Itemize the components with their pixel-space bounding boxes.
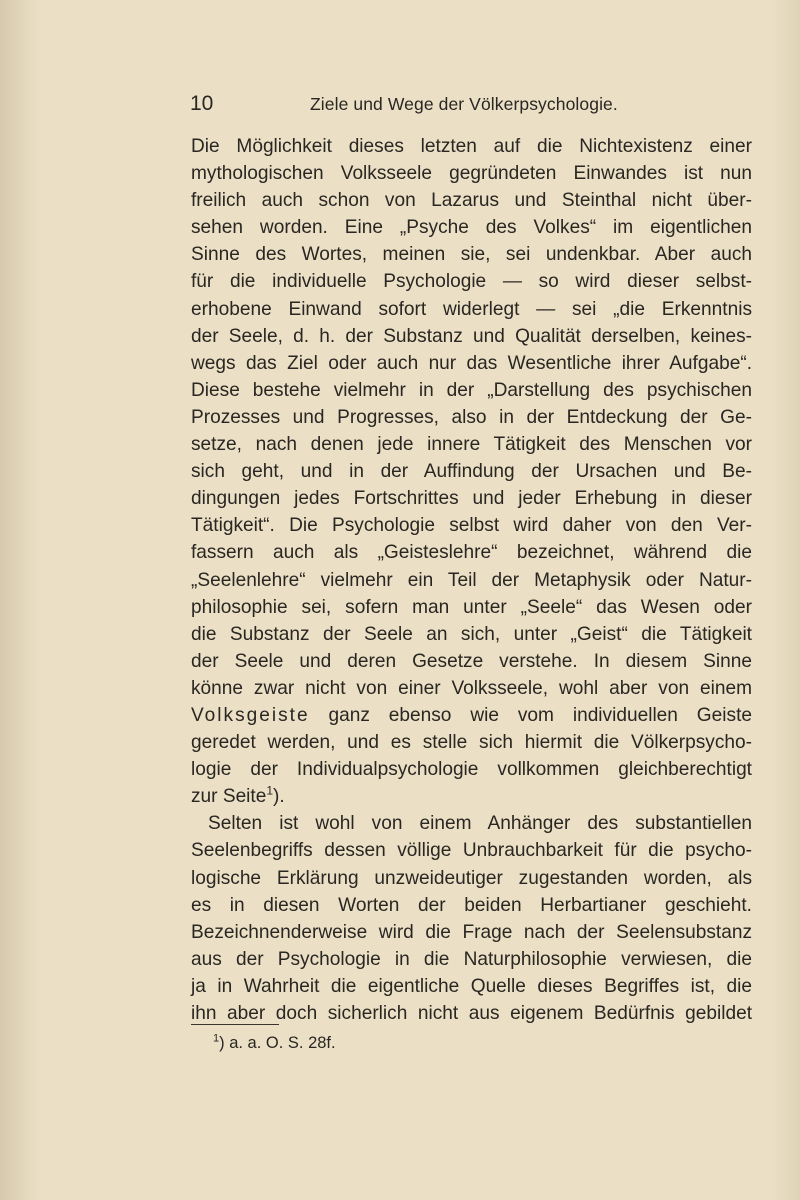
text-line: mythologischen Volksseele gegründeten Einwandes ist nun [191,163,752,185]
text-line: fassern auch als „Geisteslehre“ bezeichnet, während die [191,542,752,564]
text-line: Selten ist wohl von einem Anhänger des substantiellen [208,813,752,835]
text-line: freilich auch schon von Lazarus und Steinthal nicht über- [191,190,752,212]
text-line: es in diesen Worten der beiden Herbartianer geschieht. [191,894,752,916]
text-line: Tätigkeit“. Die Psychologie selbst wird daher von den Ver- [191,515,752,537]
footnote [213,1034,336,1053]
text-line: der Seele, d. h. der Substanz und Qualität derselben, keines- [191,325,752,347]
text-line: sich geht, und in der Auffindung der Ursachen und Be- [191,461,752,483]
emphasized-word: Volksgeiste [191,704,310,726]
text-line: Die Möglichkeit dieses letzten auf die Nichtexistenz einer [191,136,752,157]
text-line: logische Erklärung unzweideutiger zugestanden worden, als [191,867,752,889]
text-line: erhobene Einwand sofort widerlegt — sei „die Erkenntnis [191,298,752,320]
page-number: 10 [190,92,214,115]
text-line: Seelenbegriffs dessen völlige Unbrauchbarkeit für die psycho- [191,840,752,862]
text-line: Prozesses und Progresses, also in der Entdeckung der Ge- [191,406,752,428]
text-line: Diese bestehe vielmehr in der „Darstellung des psychischen [191,379,752,401]
text-line: wegs das Ziel oder auch nur das Wesentliche ihrer Aufgabe“. [191,352,752,374]
body-text [191,133,752,1027]
text-line-main: zur Seite [191,786,267,808]
text-line [191,702,752,729]
page-header [190,92,750,116]
text-line: philosophie sei, sofern man unter „Seele“ das Wesen oder [191,596,752,618]
text-line: für die individuelle Psychologie — so wird dieser selbst- [191,271,752,293]
footnote-text: ) a. a. O. S. 28f. [219,1034,336,1052]
text-line: aus der Psychologie in die Naturphilosophie verwiesen, die [191,948,752,970]
text-line: ihn aber doch sicherlich nicht aus eigenem Bedürfnis gebildet [191,1003,752,1024]
text-line: der Seele und deren Gesetze verstehe. In diesem Sinne [191,650,752,672]
text-line: sehen worden. Eine „Psyche des Volkes“ im eigentlichen [191,217,752,239]
text-line: Sinne des Wortes, meinen sie, sei undenkbar. Aber auch [191,244,752,266]
text-line-after: ). [273,786,285,808]
text-line: ja in Wahrheit die eigentliche Quelle dieses Begriffes ist, die [191,975,752,997]
text-line [191,783,752,810]
footnote-divider [191,1024,279,1025]
footnote-marker: 1 [213,1032,220,1045]
text-line-rest: ganz ebenso wie vom individuellen Geiste [309,704,752,726]
text-line: die Substanz der Seele an sich, unter „Geist“ die Tätigkeit [191,623,752,645]
text-line: setze, nach denen jede innere Tätigkeit des Menschen vor [191,434,752,456]
text-line: „Seelenlehre“ vielmehr ein Teil der Metaphysik oder Natur- [191,569,752,591]
text-line: Bezeichnenderweise wird die Frage nach der Seelensubstanz [191,921,752,943]
text-line: könne zwar nicht von einer Volksseele, wohl aber von einem [191,677,752,699]
text-line: geredet werden, und es stelle sich hiermit die Völkerpsycho- [191,732,752,754]
text-line: dingungen jedes Fortschrittes und jeder Erhebung in dieser [191,488,752,510]
footnote-reference: 1 [266,783,274,798]
running-title: Ziele und Wege der Völkerpsychologie. [310,94,618,114]
text-line: logie der Individualpsychologie vollkommen gleichberechtigt [191,759,752,781]
